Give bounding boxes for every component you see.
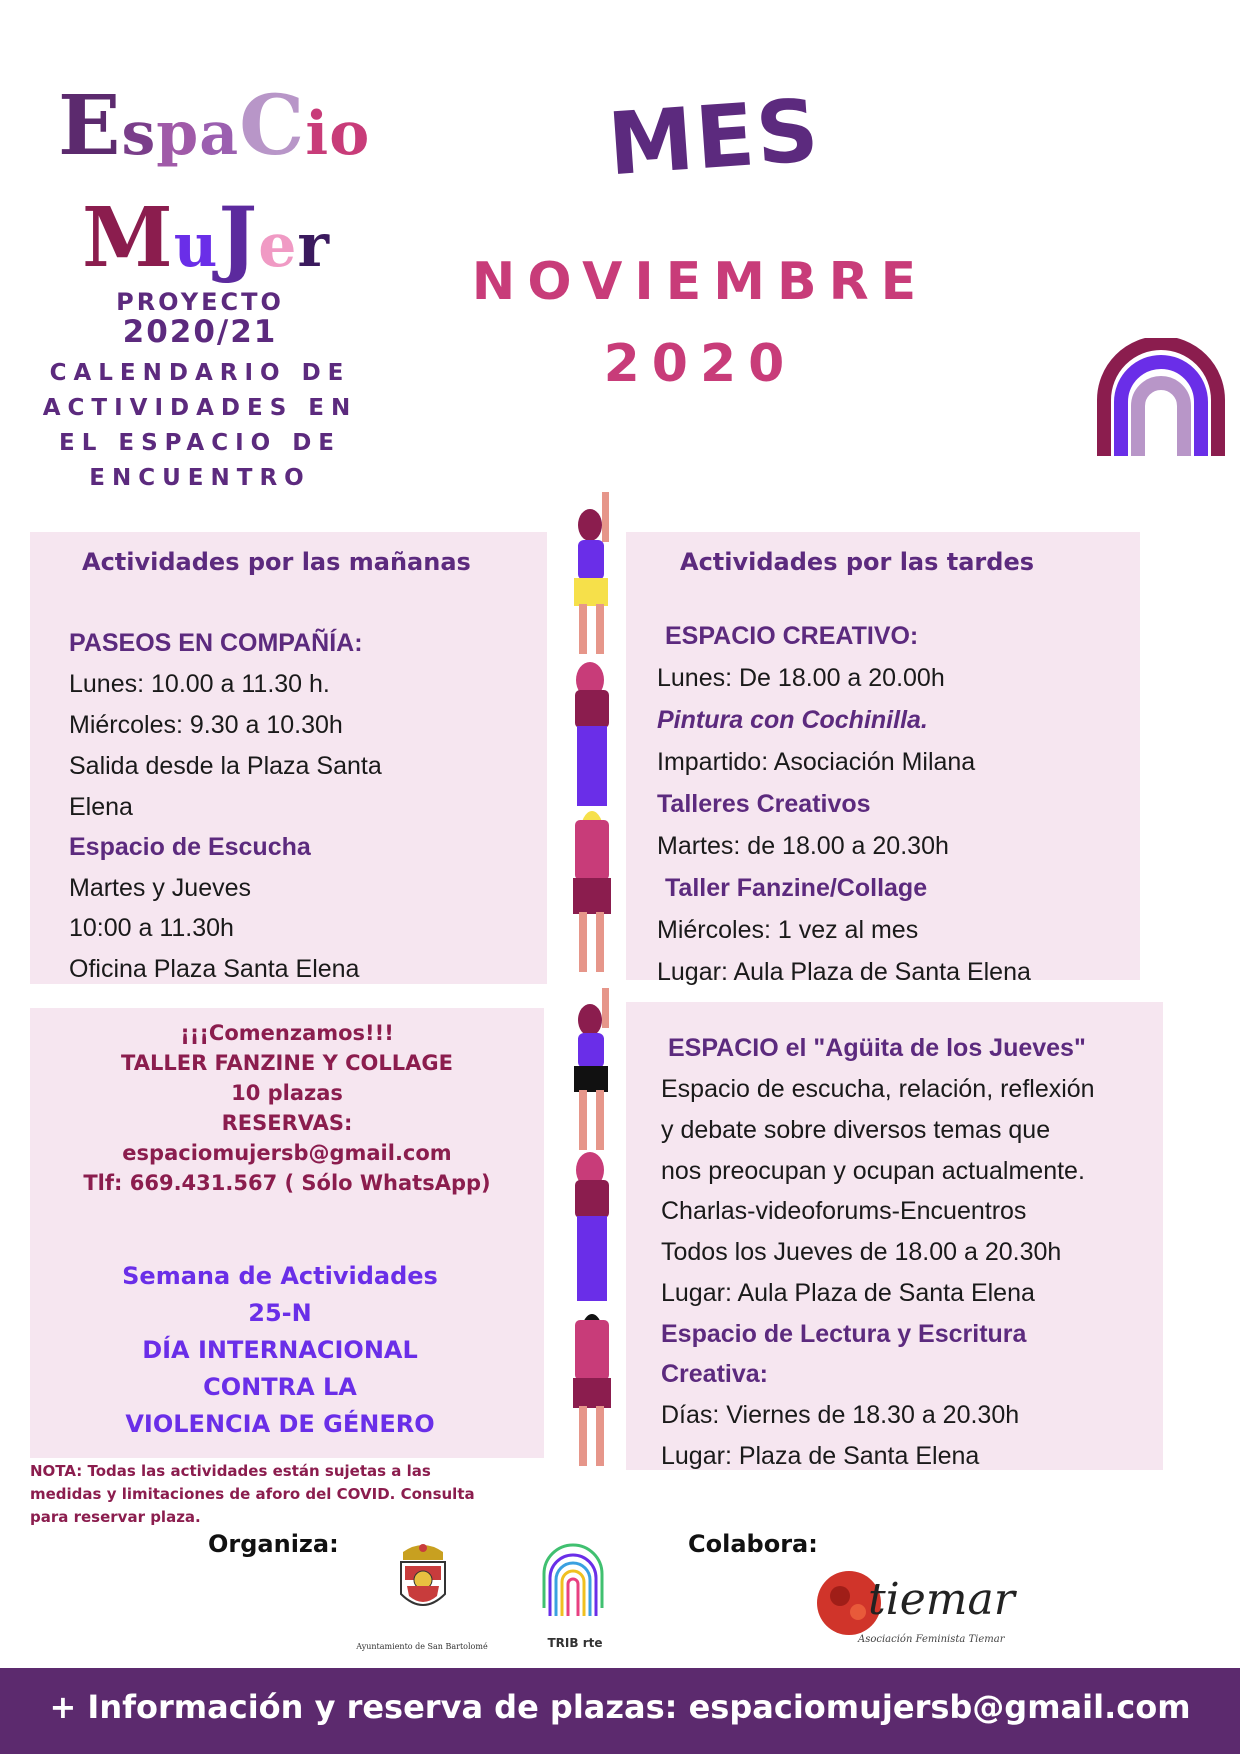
footer-bar [0, 1668, 1240, 1754]
month-title: NOVIEMBRE [471, 252, 929, 312]
footer-info[interactable]: + Información y reserva de plazas: espaciomujersb@gmail.com [49, 1688, 1191, 1726]
logo-letter: s [121, 99, 157, 169]
paseos-title: PASEOS EN COMPAÑÍA: [69, 629, 363, 657]
semana-block [40, 1258, 520, 1443]
jueves-line: Charlas-videoforums-Encuentros [661, 1197, 1027, 1225]
woman-figure [574, 492, 609, 654]
announcement-line: RESERVAS: [221, 1111, 353, 1135]
lectura-line: Lugar: Plaza de Santa Elena [661, 1442, 980, 1470]
calendar-line: ENCUENTRO [89, 465, 311, 491]
mes-title: MES [604, 80, 824, 196]
lectura-title: Creativa: [661, 1360, 768, 1388]
logo-mujer [82, 190, 330, 286]
talleres-day: Martes: de 18.00 a 20.30h [657, 832, 949, 860]
woman-figure [573, 811, 611, 972]
talleres-title: Talleres Creativos [657, 790, 871, 818]
jueves-title: ESPACIO el "Agüita de los Jueves" [668, 1034, 1086, 1062]
tribarte-caption: TRIB rte [547, 1636, 603, 1650]
calendar-subtitle [40, 356, 360, 496]
woman-figure [575, 1152, 609, 1301]
proyecto-year: 2020/21 [122, 314, 278, 350]
fanzine-day: Miércoles: 1 vez al mes [657, 916, 919, 944]
fanzine-place: Lugar: Aula Plaza de Santa Elena [657, 958, 1031, 986]
escucha-title: Espacio de Escucha [69, 833, 311, 861]
creativo-title: ESPACIO CREATIVO: [665, 622, 919, 650]
semana-line: Semana de Actividades [122, 1262, 438, 1290]
logo-letter: u [173, 211, 219, 281]
creativo-day: Lunes: De 18.00 a 20.00h [657, 664, 945, 692]
announcement-phone: Tlf: 669.431.567 ( Sólo WhatsApp) [83, 1171, 491, 1195]
jueves-line: Espacio de escucha, relación, reflexión [661, 1075, 1095, 1103]
jueves-line: Lugar: Aula Plaza de Santa Elena [661, 1279, 1035, 1307]
lectura-title: Espacio de Lectura y Escritura [661, 1320, 1027, 1348]
logo-letter: J [218, 190, 259, 286]
ayuntamiento-caption: Ayuntamiento de San Bartolomé [356, 1642, 488, 1651]
tiemar-logo-text: tiemar [868, 1574, 1015, 1625]
tiemar-caption: Asociación Feminista Tiemar [858, 1634, 1005, 1645]
paseos-line: Elena [69, 793, 133, 821]
jueves-line: Todos los Jueves de 18.00 a 20.30h [661, 1238, 1062, 1266]
paseos-line: Miércoles: 9.30 a 10.30h [69, 711, 343, 739]
semana-line: DÍA INTERNACIONAL [142, 1336, 418, 1364]
calendar-line: ACTIVIDADES EN [42, 395, 358, 421]
logo-letter: E [58, 78, 122, 174]
calendar-line: EL ESPACIO DE [59, 430, 341, 456]
announcement-line: TALLER FANZINE Y COLLAGE [121, 1051, 453, 1075]
announcement-line: 10 plazas [231, 1081, 343, 1105]
morning-title: Actividades por las mañanas [82, 548, 471, 576]
woman-figure [574, 988, 609, 1150]
woman-figure [573, 1314, 611, 1466]
announcement-block [30, 1018, 544, 1198]
paseos-line: Salida desde la Plaza Santa [69, 752, 382, 780]
tribarte-logo [538, 1538, 608, 1638]
pintura-title: Pintura con Cochinilla. [657, 706, 928, 734]
jueves-line: y debate sobre diversos temas que [661, 1116, 1051, 1144]
rainbow-icon [1096, 338, 1226, 458]
logo-letter: i [305, 99, 330, 169]
semana-line: VIOLENCIA DE GÉNERO [125, 1410, 435, 1438]
logo-espacio [58, 78, 370, 174]
logo-letter: p [156, 99, 200, 169]
organiza-label: Organiza: [208, 1530, 339, 1558]
woman-figure [575, 662, 609, 806]
logo-letter: C [239, 78, 306, 174]
jueves-line: nos preocupan y ocupan actualmente. [661, 1157, 1085, 1185]
women-tower-illustration [560, 490, 630, 1490]
ayuntamiento-crest-logo [393, 1540, 453, 1620]
covid-note: NOTA: Todas las actividades están sujetas a las medidas y limitaciones de aforo del COVID. Consulta para reservar plaza. [30, 1462, 475, 1526]
paseos-line: Lunes: 10.00 a 11.30 h. [69, 670, 330, 698]
lectura-line: Días: Viernes de 18.30 a 20.30h [661, 1401, 1020, 1429]
escucha-line: Martes y Jueves [69, 874, 252, 902]
announcement-email[interactable]: espaciomujersb@gmail.com [122, 1141, 452, 1165]
impartido-line: Impartido: Asociación Milana [657, 748, 976, 776]
colabora-label: Colabora: [688, 1530, 818, 1558]
logo-letter: a [199, 99, 240, 169]
announcement-line: ¡¡¡Comenzamos!!! [180, 1021, 394, 1045]
proyecto-label: PROYECTO [116, 288, 284, 316]
afternoon-title: Actividades por las tardes [680, 548, 1035, 576]
escucha-line: Oficina Plaza Santa Elena [69, 955, 360, 983]
logo-letter: e [258, 211, 298, 281]
escucha-line: 10:00 a 11.30h [69, 914, 234, 942]
logo-letter: r [297, 211, 331, 281]
fanzine-title: Taller Fanzine/Collage [665, 874, 928, 902]
logo-letter: M [82, 190, 174, 286]
semana-line: 25-N [248, 1299, 312, 1327]
logo-letter: o [329, 99, 371, 169]
semana-line: CONTRA LA [203, 1373, 357, 1401]
year-title: 2020 [603, 334, 797, 394]
calendar-line: CALENDARIO DE [49, 360, 351, 386]
jueves-panel [626, 1002, 1163, 1470]
